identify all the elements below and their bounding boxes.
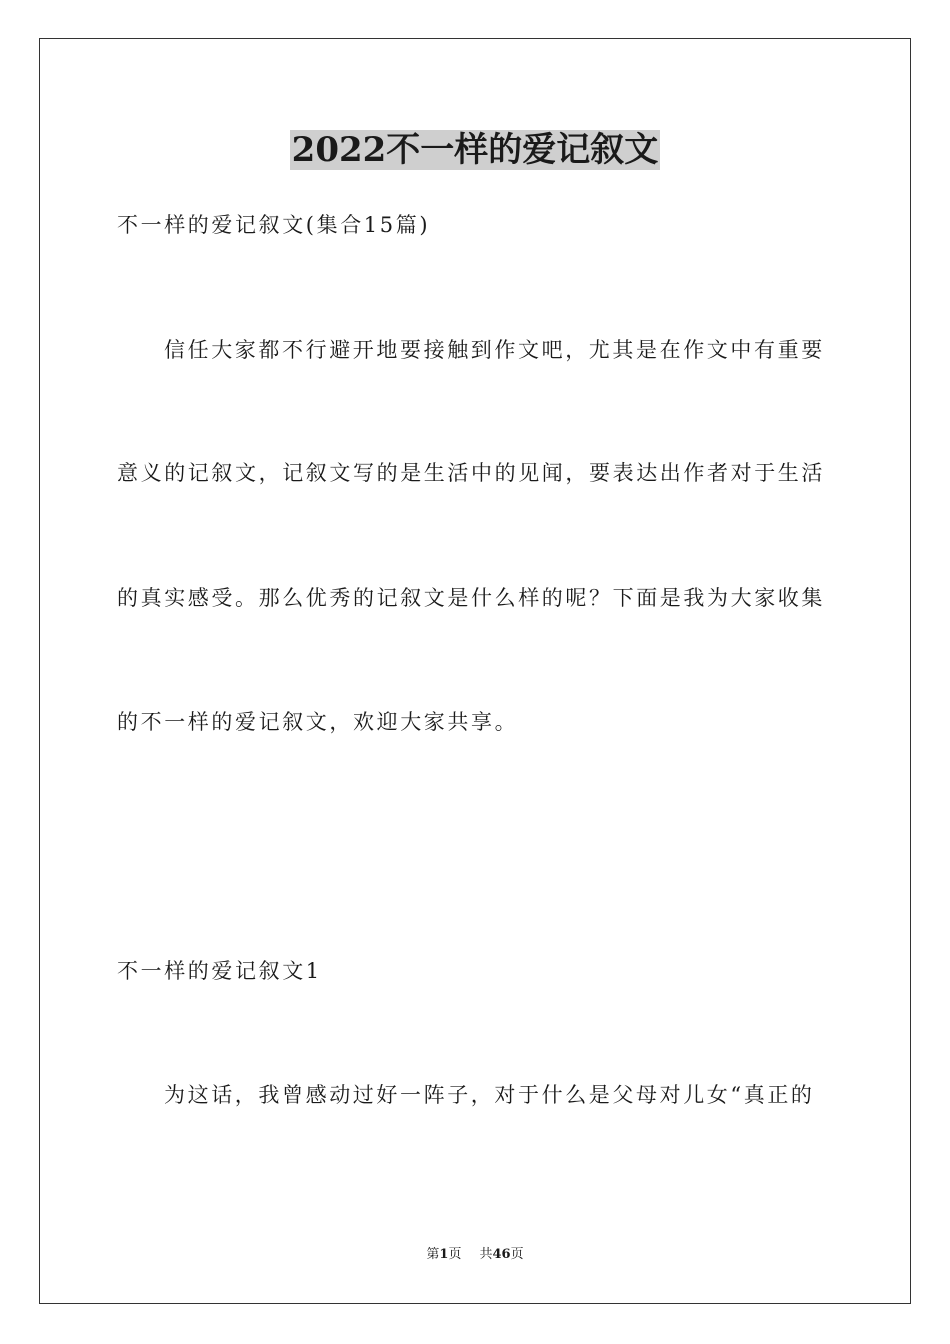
footer-total-suffix: 页: [510, 1247, 524, 1262]
document-title: [0, 128, 950, 172]
footer-total-pages: 46: [492, 1247, 511, 1262]
footer-total-prefix: 共: [479, 1247, 493, 1262]
intro-line-2: 意义的记叙文，记叙文写的是生活中的见闻，要表达出作者对于生活: [117, 461, 825, 485]
page-footer: [0, 1246, 950, 1264]
section-line-1: 为这话，我曾感动过好一阵子，对于什么是父母对儿女“真正的: [164, 1083, 815, 1107]
intro-line-1: 信任大家都不行避开地要接触到作文吧，尤其是在作文中有重要: [164, 338, 825, 362]
footer-page-suffix: 页: [448, 1247, 462, 1262]
footer-page-number: 1: [439, 1247, 449, 1262]
intro-line-3: 的真实感受。那么优秀的记叙文是什么样的呢？下面是我为大家收集: [117, 586, 825, 610]
intro-line-4: 的不一样的爱记叙文，欢迎大家共享。: [117, 710, 519, 734]
document-title-text: 2022不一样的爱记叙文: [291, 130, 659, 170]
document-subtitle: 不一样的爱记叙文(集合15篇): [117, 213, 431, 237]
section-heading: 不一样的爱记叙文1: [117, 959, 322, 983]
footer-page-prefix: 第: [426, 1247, 440, 1262]
